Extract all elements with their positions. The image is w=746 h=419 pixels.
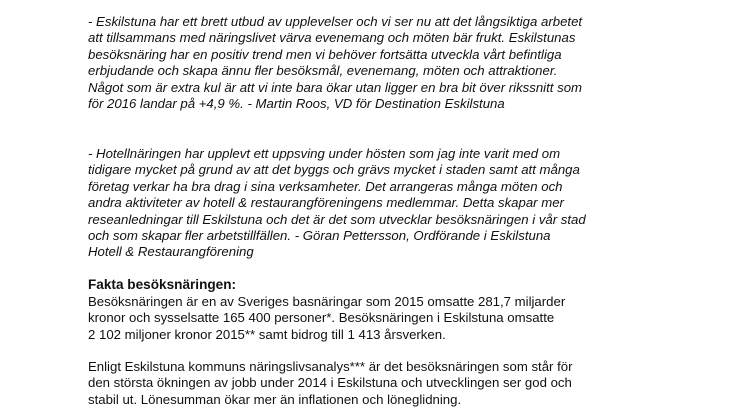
quote-line: företag verkar ha bra drag i sina verksamheter. Det arrangeras många möten och	[88, 178, 563, 194]
quote-line: - Eskilstuna har ett brett utbud av upplevelser och vi ser nu att det långsiktiga arbetet	[88, 14, 583, 29]
quote-line: - Hotellnäringen har upplevt ett uppsving under hösten som jag inte varit med om	[88, 146, 561, 161]
facts-heading: Fakta besöksnäringen:	[88, 277, 237, 292]
paragraph-line: Enligt Eskilstuna kommuns näringslivsanalys*** är det besöksnäringen som står för	[88, 359, 573, 374]
paragraph-line: 2 102 miljoner kronor 2015** samt bidrog till 1 413 årsverken.	[88, 326, 446, 342]
paragraph-line: stabil ut. Lönesumman ökar mer än inflationen och löneglidning.	[88, 391, 462, 407]
quote-line: att tillsammans med näringslivet värva evenemang och möten bär frukt. Eskilstunas	[88, 30, 576, 46]
paragraph-line: den största ökningen av jobb under 2014 i Eskilstuna och utvecklingen ser god och	[88, 375, 572, 391]
quote-line: reseanledningar till Eskilstuna och det är det som utvecklar besöksnäringen i vår stad	[88, 211, 586, 227]
facts-paragraph-2	[88, 359, 573, 408]
facts-paragraph-1	[88, 294, 565, 343]
quote-line: tidigare mycket på grund av att det byggs och grävs mycket i staden samt att många	[88, 162, 580, 178]
quote-goran-pettersson	[88, 146, 586, 261]
quote-line: besöksnäring har en positiv trend men vi behöver fortsätta utveckla vårt befintliga	[88, 46, 562, 62]
quote-martin-roos	[88, 14, 582, 112]
quote-line: och som skapar fler arbetstillfällen. - Göran Pettersson, Ordförande i Eskilstuna	[88, 227, 551, 243]
quote-line: för 2016 landar på +4,9 %. - Martin Roos, VD för Destination Eskilstuna	[88, 95, 505, 111]
quote-line: erbjudande och skapa ännu fler besöksmål, evenemang, möten och attraktioner.	[88, 63, 558, 79]
quote-line: andra aktiviteter av hotell & restaurangföreningens medlemmar. Detta skapar mer	[88, 195, 564, 211]
quote-line: Hotell & Restaurangförening	[88, 244, 254, 260]
paragraph-line: Besöksnäringen är en av Sveriges basnäringar som 2015 omsatte 281,7 miljarder	[88, 294, 566, 309]
paragraph-line: kronor och sysselsatte 165 400 personer*. Besöksnäringen i Eskilstuna omsatte	[88, 310, 555, 326]
quote-line: Något som är extra kul är att vi inte bara ökar utan ligger en bra bit över rikssnitt som	[88, 79, 583, 95]
